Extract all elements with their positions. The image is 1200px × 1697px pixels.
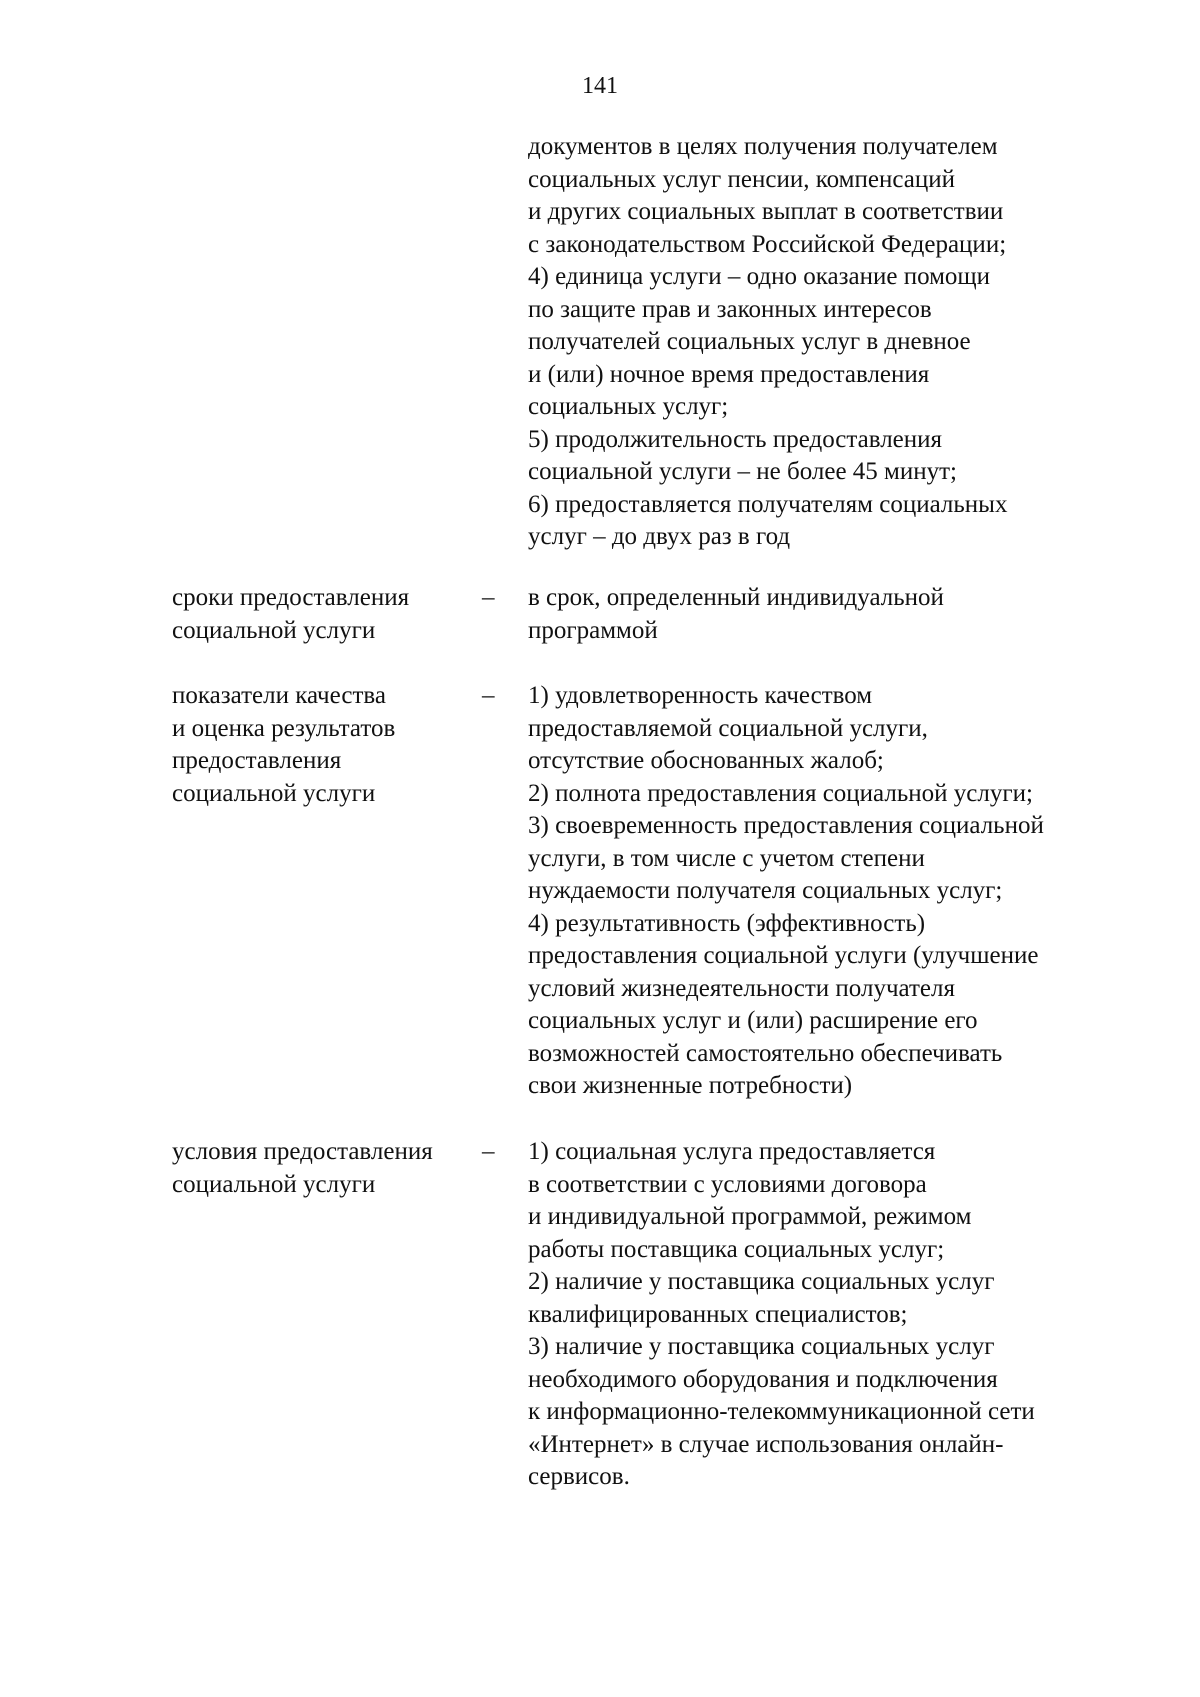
label-line: сроки предоставления — [172, 584, 410, 611]
value-line: программой — [528, 616, 658, 644]
value-line: работы поставщика социальных услуг; — [528, 1235, 945, 1263]
label-line: условия предоставления — [172, 1138, 433, 1165]
label-line: показатели качества — [172, 682, 386, 709]
value-line: «Интернет» в случае использования онлайн- — [528, 1430, 1004, 1458]
value-line: 3) своевременность предоставления социальной — [528, 812, 1044, 839]
value-line: 3) наличие у поставщика социальных услуг — [528, 1333, 995, 1360]
text-line: с законодательством Российской Федерации; — [528, 230, 1007, 258]
value-line: 2) полнота предоставления социальной услуги; — [528, 779, 1033, 807]
value-line: и индивидуальной программой, режимом — [528, 1203, 972, 1230]
page-number: 141 — [582, 73, 618, 99]
value-line: свои жизненные потребности) — [528, 1072, 853, 1099]
value-line: предоставления социальной услуги (улучшение — [528, 942, 1039, 969]
row-value — [528, 582, 944, 647]
value-line: в соответствии с условиями договора — [528, 1170, 927, 1198]
label-line: и оценка результатов — [172, 714, 396, 742]
text-line: по защите прав и законных интересов — [528, 295, 932, 323]
text-line: 4) единица услуги – одно оказание помощи — [528, 263, 991, 290]
text-line: социальных услуг пенсии, компенсаций — [528, 165, 955, 193]
text-line: и других социальных выплат в соответствии — [528, 198, 1004, 225]
value-line: 1) удовлетворенность качеством — [528, 682, 873, 709]
value-line: 1) социальная услуга предоставляется — [528, 1138, 936, 1165]
value-line: 4) результативность (эффективность) — [528, 909, 926, 937]
row-value — [528, 680, 1044, 1103]
value-line: услуги, в том числе с учетом степени — [528, 844, 925, 872]
value-line: необходимого оборудования и подключения — [528, 1365, 998, 1393]
row-label — [172, 680, 472, 810]
value-line: социальных услуг и (или) расширение его — [528, 1007, 978, 1034]
text-line: 5) продолжительность предоставления — [528, 425, 943, 453]
text-line: услуг – до двух раз в год — [528, 523, 791, 550]
text-line: 6) предоставляется получателям социальных — [528, 490, 1008, 518]
value-line: отсутствие обоснованных жалоб; — [528, 747, 884, 774]
text-line: социальных услуг; — [528, 393, 729, 420]
row-dash: – — [482, 1138, 495, 1165]
label-line: предоставления — [172, 747, 342, 774]
value-line: к информационно-телекоммуникационной сети — [528, 1398, 1035, 1425]
row-label — [172, 582, 472, 647]
row-value — [528, 1136, 1035, 1494]
row-dash: – — [482, 584, 495, 611]
row-dash: – — [482, 682, 495, 709]
value-line: сервисов. — [528, 1463, 630, 1490]
label-line: социальной услуги — [172, 1170, 376, 1198]
value-line: 2) наличие у поставщика социальных услуг — [528, 1268, 995, 1295]
label-line: социальной услуги — [172, 779, 376, 807]
value-line: нуждаемости получателя социальных услуг; — [528, 877, 1003, 904]
text-line: получателей социальных услуг в дневное — [528, 328, 971, 355]
value-line: в срок, определенный индивидуальной — [528, 584, 944, 611]
text-line: социальной услуги – не более 45 минут; — [528, 458, 957, 485]
text-line: и (или) ночное время предоставления — [528, 360, 930, 388]
value-line: возможностей самостоятельно обеспечивать — [528, 1039, 1003, 1067]
value-line: квалифицированных специалистов; — [528, 1300, 908, 1328]
row-label — [172, 1136, 472, 1201]
value-line: предоставляемой социальной услуги, — [528, 714, 928, 742]
value-line: условий жизнедеятельности получателя — [528, 974, 955, 1002]
continuation-text — [528, 131, 1007, 554]
label-line: социальной услуги — [172, 616, 376, 644]
text-line: документов в целях получения получателем — [528, 133, 998, 160]
